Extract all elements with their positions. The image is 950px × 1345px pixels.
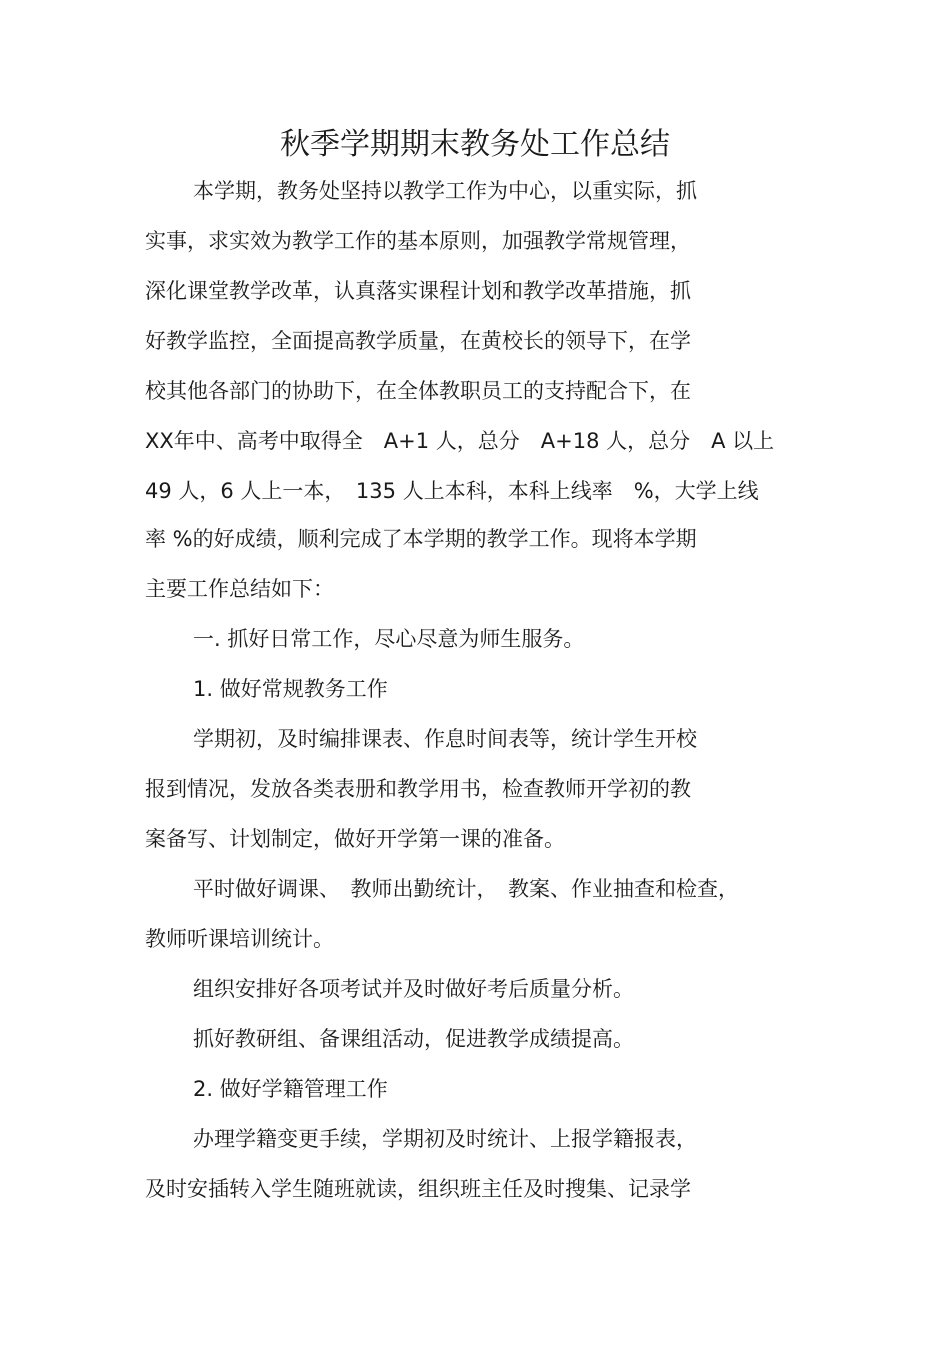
paragraph-line: 率 %的好成绩，顺利完成了本学期的教学工作。现将本学期 [145,527,697,551]
paragraph-line: 本学期，教务处坚持以教学工作为中心，以重实际，抓 [193,179,697,203]
paragraph-line: 平时做好调课、 教师出勤统计， 教案、作业抽查和检查， [193,877,739,901]
paragraph-line: 报到情况，发放各类表册和教学用书，检查教师开学初的教 [145,777,691,801]
paragraph-line: 深化课堂教学改革，认真落实课程计划和教学改革措施，抓 [145,279,691,303]
paragraph-line: 教师听课培训统计。 [145,927,334,951]
paragraph-line: 办理学籍变更手续，学期初及时统计、上报学籍报表， [193,1127,697,1151]
section-heading: 一. 抓好日常工作，尽心尽意为师生服务。 [193,627,585,651]
paragraph-line: 实事，求实效为教学工作的基本原则，加强教学常规管理， [145,229,691,253]
paragraph-line: 校其他各部门的协助下，在全体教职员工的支持配合下，在 [145,379,691,403]
paragraph-line: 好教学监控，全面提高教学质量，在黄校长的领导下，在学 [145,329,691,353]
paragraph-line: 组织安排好各项考试并及时做好考后质量分析。 [193,977,634,1001]
paragraph-line: 学期初，及时编排课表、作息时间表等，统计学生开校 [193,727,697,751]
subsection-heading: 2. 做好学籍管理工作 [193,1077,388,1101]
subsection-heading: 1. 做好常规教务工作 [193,677,388,701]
paragraph-line: 及时安插转入学生随班就读，组织班主任及时搜集、记录学 [145,1177,691,1201]
document-title: 秋季学期期末教务处工作总结 [280,127,670,162]
paragraph-line: 抓好教研组、备课组活动，促进教学成绩提高。 [193,1027,634,1051]
paragraph-line: XX年中、高考中取得全 A+1 人，总分 A+18 人，总分 A 以上 [145,429,775,453]
paragraph-line: 案备写、计划制定，做好开学第一课的准备。 [145,827,565,851]
paragraph-line: 主要工作总结如下： [145,577,334,601]
paragraph-line: 49 人，6 人上一本， 135 人上本科，本科上线率 %，大学上线 [145,479,759,503]
